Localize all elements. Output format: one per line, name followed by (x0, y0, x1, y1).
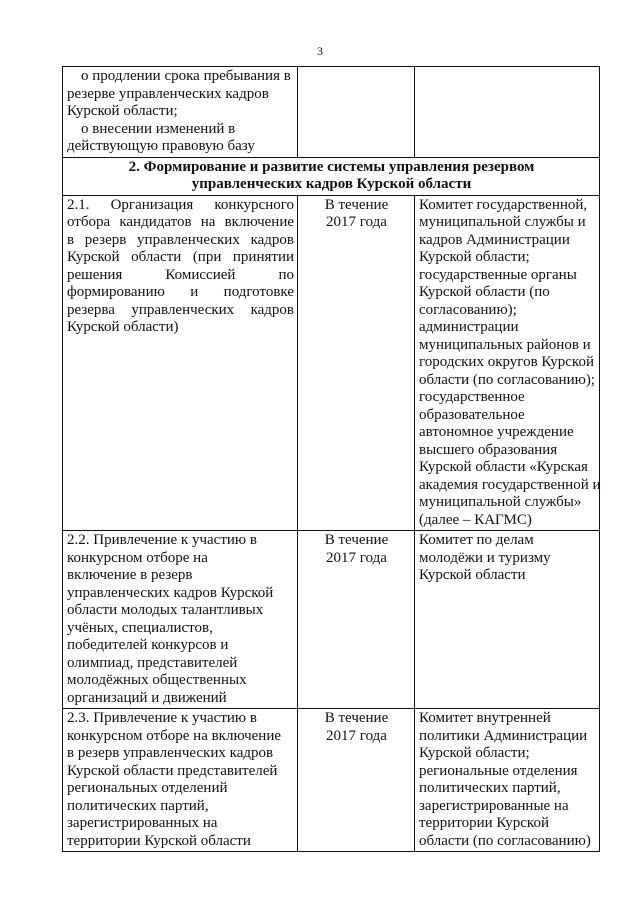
task-line: включение в резерв (67, 567, 193, 583)
task-line: конкурсном отборе на включение (67, 727, 282, 744)
task-line: области молодых талантливых (67, 602, 264, 618)
continuation-row (63, 67, 600, 158)
section-header-row (63, 157, 600, 195)
executor-line: Комитет по делам (419, 532, 534, 548)
executor-line: Комитет внутренней (419, 710, 551, 726)
task-line: управленческих кадров Курской (67, 584, 274, 601)
task-line: региональных отделений (67, 780, 228, 796)
executor-cell (415, 195, 600, 531)
executor-line: высшего образования (419, 441, 558, 458)
executor-line: (далее – КАГМС) (419, 511, 532, 528)
continuation-period-cell (298, 67, 415, 158)
executor-line: муниципальных районов и (419, 336, 591, 353)
task-line: зарегистрированных на (67, 815, 218, 831)
task-line: конкурсном отборе на (67, 549, 208, 566)
task-line: резерва управленческих кадров (67, 301, 294, 318)
table-row (63, 709, 600, 852)
executor-line: области (по согласованию) (419, 832, 591, 849)
task-line: в резерв управленческих кадров (67, 745, 274, 761)
period-cell (298, 531, 415, 709)
task-line: Курской области представителей (67, 762, 278, 779)
executor-line: Курской области «Курская (419, 459, 588, 475)
executor-line: области (по согласованию); (419, 371, 595, 388)
executor-line: региональные отделения (419, 762, 578, 779)
task-line: 2.2. Привлечение к участию в (67, 532, 257, 548)
executor-line: государственное (419, 389, 525, 405)
executor-line: территории Курской (419, 815, 549, 831)
period-line: В течение (324, 710, 389, 726)
executor-line: образовательное (419, 406, 525, 423)
period-line: В течение (324, 196, 389, 213)
executor-line: автономное учреждение (419, 424, 574, 440)
executor-line: согласованию); (419, 301, 517, 318)
task-line: в резерв управленческих кадров (67, 231, 294, 248)
task-line: формированию и подготовке (67, 284, 294, 300)
task-cell (63, 709, 298, 852)
action-plan-table (62, 66, 600, 852)
continuation-line: действующую правовую базу (67, 138, 255, 154)
continuation-executor-cell (415, 67, 600, 158)
task-line: решения Комиссией по (67, 266, 294, 283)
executor-line: Комитет государственной, (419, 196, 588, 213)
table-row (63, 531, 600, 709)
executor-line: политики Администрации (419, 727, 588, 744)
period-cell (298, 195, 415, 531)
continuation-line: о продлении срока пребывания в (81, 68, 291, 84)
executor-line: кадров Администрации (419, 231, 570, 248)
period-line: 2017 года (326, 727, 387, 744)
task-line: победителей конкурсов и (67, 637, 229, 653)
task-cell (63, 531, 298, 709)
period-line: 2017 года (326, 214, 387, 230)
executor-line: государственные органы (419, 266, 577, 283)
executor-cell (415, 709, 600, 852)
task-line: политических партий, (67, 797, 209, 814)
executor-line: Курской области (по (419, 284, 550, 300)
section-title (63, 157, 600, 195)
continuation-task-cell (63, 67, 298, 158)
period-line: В течение (324, 532, 389, 548)
task-line: 2.3. Привлечение к участию в (67, 710, 257, 726)
executor-line: Курской области; (419, 249, 530, 265)
executor-line: муниципальной службы» (419, 494, 582, 510)
executor-line: Курской области; (419, 745, 530, 761)
section-title-line: 2. Формирование и развитие системы управления резервом (128, 158, 535, 175)
task-line: Курской области (при принятии (67, 249, 294, 265)
task-line: молодёжных общественных (67, 672, 247, 688)
page-number: 3 (317, 44, 323, 58)
table-row (63, 195, 600, 531)
executor-line: администрации (419, 319, 519, 335)
task-line: олимпиад, представителей (67, 654, 238, 671)
task-line: отбора кандидатов на включение (67, 214, 294, 230)
continuation-line: резерве управленческих кадров (67, 85, 269, 102)
executor-line: академия государственной и (419, 476, 601, 493)
executor-line: городских округов Курской (419, 354, 594, 370)
executor-line: муниципальной службы и (419, 214, 586, 230)
continuation-line: о внесении изменений в (81, 120, 236, 137)
executor-cell (415, 531, 600, 709)
period-cell (298, 709, 415, 852)
task-line: Курской области) (67, 319, 179, 335)
executor-line: зарегистрированные на (419, 797, 569, 814)
task-line: учёных, специалистов, (67, 619, 213, 636)
executor-line: политических партий, (419, 780, 561, 796)
task-line: организаций и движений (67, 689, 227, 706)
period-line: 2017 года (326, 549, 387, 566)
task-cell (63, 195, 298, 531)
task-line: территории Курской области (67, 832, 251, 849)
continuation-line: Курской области; (67, 103, 178, 119)
executor-line: молодёжи и туризму (419, 549, 551, 566)
task-line: 2.1. Организация конкурсного (67, 196, 294, 213)
section-title-line: управленческих кадров Курской области (191, 176, 472, 192)
executor-line: Курской области (419, 567, 526, 583)
